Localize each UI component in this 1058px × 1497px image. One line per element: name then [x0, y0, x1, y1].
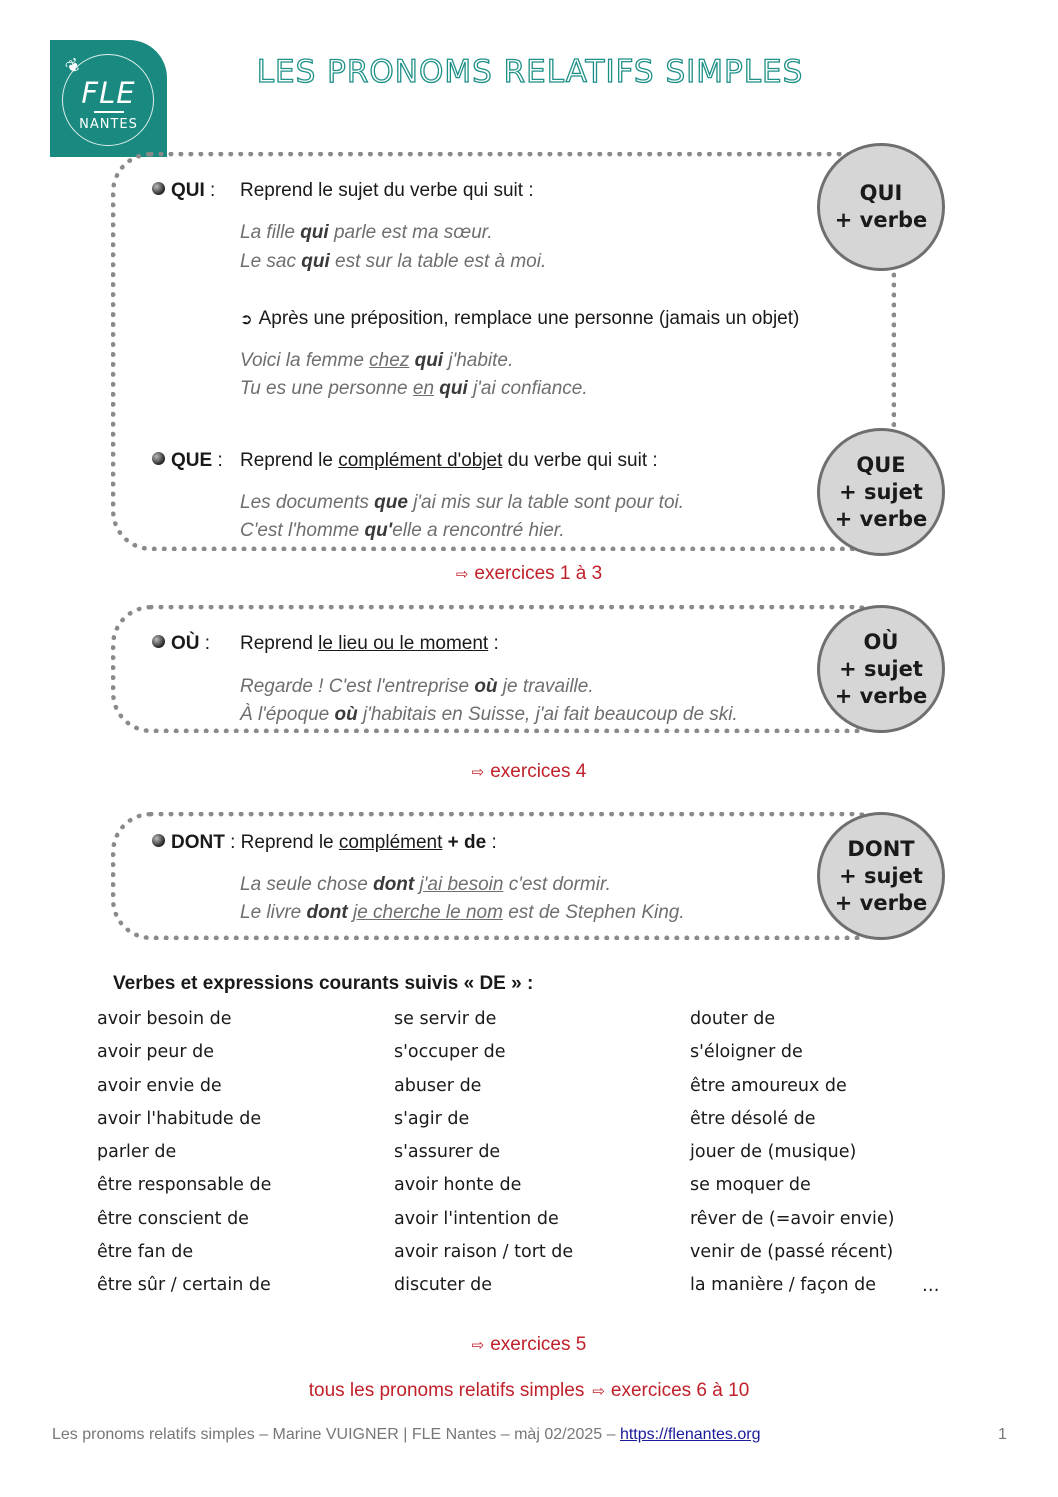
que-sep: :: [212, 450, 223, 471]
bullet-icon: [152, 834, 165, 847]
verbs-column-3: [690, 1009, 894, 1309]
ou-circle: [817, 605, 945, 733]
text: Reprend le: [240, 450, 339, 471]
website-link[interactable]: https://flenantes.org: [619, 1426, 761, 1443]
text: La fille: [240, 222, 301, 243]
que-description: [240, 450, 658, 472]
ou-example-2: [240, 701, 738, 729]
bullet-icon: [152, 635, 165, 648]
bullet-icon: [152, 452, 165, 465]
circle-line: QUE: [856, 452, 906, 477]
list-item: être sûr / certain de: [97, 1275, 271, 1296]
exercises-link-4[interactable]: [0, 1380, 1058, 1402]
pronoun: où: [334, 704, 358, 725]
preposition: en: [412, 378, 435, 399]
que-label: QUE: [171, 450, 213, 471]
pronoun: qui: [301, 251, 330, 272]
footer: [52, 1426, 760, 1444]
ou-example-1: [240, 673, 594, 701]
qui-note: [240, 308, 799, 330]
dont-heading: [152, 832, 497, 854]
circle-line: + verbe: [834, 890, 928, 915]
exercises-link-1[interactable]: [0, 563, 1058, 585]
text: je travaille.: [497, 676, 594, 697]
text: Reprend: [240, 633, 319, 654]
circle-line: OÙ: [863, 629, 899, 654]
pronoun: dont: [373, 874, 415, 895]
list-item: venir de (passé récent): [690, 1242, 894, 1263]
list-item: être responsable de: [97, 1175, 272, 1196]
arrow-right-icon: ⇨: [471, 1337, 485, 1354]
list-item: s'agir de: [394, 1108, 470, 1129]
text: Le sac: [240, 251, 302, 272]
ou-sep: :: [199, 633, 211, 654]
underlined-text: j'ai besoin: [419, 874, 504, 895]
list-item: avoir raison / tort de: [394, 1242, 574, 1263]
text: du verbe qui suit :: [502, 450, 658, 471]
text: parle est ma sœur.: [328, 222, 493, 243]
text: j'habite.: [443, 350, 514, 371]
exercises-link-3[interactable]: [0, 1334, 1058, 1356]
circle-line: + verbe: [834, 506, 928, 531]
list-item: avoir l'habitude de: [97, 1108, 262, 1129]
list-item: s'assurer de: [394, 1142, 501, 1163]
link-text: exercices 6 à 10: [610, 1380, 750, 1401]
bold-text: + de: [442, 832, 487, 853]
verbs-heading: Verbes et expressions courants suivis « DE » :: [113, 973, 534, 994]
link-text: exercices 5: [490, 1334, 587, 1355]
dont-label: DONT: [171, 832, 225, 853]
pronoun: qui: [439, 378, 468, 399]
qui-heading: [152, 180, 215, 202]
list-item: se servir de: [394, 1009, 497, 1029]
pronoun: que: [374, 492, 408, 513]
pronoun: qui: [300, 222, 329, 243]
circle-line: + verbe: [834, 208, 928, 232]
text: Les documents: [240, 492, 375, 513]
text: j'ai mis sur la table sont pour toi.: [407, 492, 685, 513]
list-item: avoir honte de: [394, 1175, 522, 1196]
page-number: 1: [998, 1426, 1007, 1443]
text: c'est dormir.: [503, 874, 611, 895]
list-item: douter de: [690, 1009, 776, 1029]
qui-sep: :: [204, 180, 216, 201]
pronoun: où: [474, 676, 498, 697]
dont-circle: [817, 812, 945, 940]
underlined-text: je cherche le nom: [352, 902, 503, 923]
leaf-icon: ❦: [61, 53, 86, 80]
text: :: [486, 832, 497, 853]
list-item: avoir besoin de: [97, 1009, 232, 1029]
que-example-2: [240, 517, 565, 545]
list-item: parler de: [97, 1142, 177, 1163]
text: C'est l'homme: [240, 520, 365, 541]
list-item: la manière / façon de: [690, 1275, 876, 1296]
underlined-text: complément: [338, 832, 443, 853]
exercises-link-2[interactable]: [0, 761, 1058, 783]
page-title: LES PRONOMS RELATIFS SIMPLES: [256, 54, 804, 90]
qui-example-4: [240, 375, 588, 403]
list-item: s'éloigner de: [690, 1042, 803, 1063]
text: Le livre: [240, 902, 307, 923]
list-item: abuser de: [394, 1075, 482, 1096]
circle-line: DONT: [847, 836, 915, 861]
list-item: être conscient de: [97, 1208, 249, 1229]
underlined-text: le lieu ou le moment: [318, 633, 489, 654]
text: Regarde ! C'est l'entreprise: [240, 676, 475, 697]
ou-description: [240, 633, 499, 655]
verbs-column-1: [97, 1009, 271, 1309]
underlined-text: complément d'objet: [338, 450, 503, 471]
logo-subtext: NANTES: [79, 117, 138, 132]
dont-example-2: [240, 899, 685, 927]
qui-example-1: [240, 219, 493, 247]
preposition: chez: [369, 350, 410, 371]
list-item: être amoureux de: [690, 1075, 847, 1096]
que-heading: [152, 450, 223, 472]
list-item: s'occuper de: [394, 1042, 506, 1063]
text: À l'époque: [240, 704, 335, 725]
dont-example-1: [240, 871, 611, 899]
arrow-right-icon: ➲: [240, 311, 253, 328]
circle-line: + sujet: [839, 479, 923, 504]
arrow-right-icon: ⇨: [592, 1383, 605, 1400]
list-item: avoir peur de: [97, 1042, 215, 1063]
list-item: discuter de: [394, 1275, 493, 1296]
list-item: rêver de (=avoir envie): [690, 1208, 895, 1229]
circle-line: QUI: [859, 181, 903, 205]
qui-label: QUI: [171, 180, 205, 201]
text: est sur la table est à moi.: [329, 251, 547, 272]
list-item: se moquer de: [690, 1175, 811, 1196]
list-item: être désolé de: [690, 1108, 816, 1129]
text: j'habitais en Suisse, j'ai fait beaucoup de ski.: [357, 704, 738, 725]
text: La seule chose: [240, 874, 374, 895]
text: elle a rencontré hier.: [392, 520, 565, 541]
qui-description: Reprend le sujet du verbe qui suit :: [240, 180, 534, 201]
circle-line: + sujet: [839, 863, 923, 888]
pronoun: dont: [306, 902, 348, 923]
ou-label: OÙ: [171, 633, 200, 654]
text: : Reprend le: [224, 832, 339, 853]
footer-text: Les pronoms relatifs simples – Marine VUIGNER | FLE Nantes – màj 02/2025 –: [52, 1426, 620, 1443]
fle-nantes-logo: [50, 40, 167, 157]
link-text: exercices 4: [490, 761, 587, 782]
bullet-icon: [152, 182, 165, 195]
qui-example-2: [240, 248, 546, 276]
circle-line: + sujet: [839, 656, 923, 681]
text: Voici la femme: [240, 350, 370, 371]
logo-text: FLE: [81, 76, 136, 110]
logo-divider: [94, 111, 124, 113]
list-item: avoir l'intention de: [394, 1208, 559, 1229]
ou-heading: [152, 633, 210, 655]
note-text: Après une préposition, remplace une personne (jamais un objet): [258, 308, 800, 329]
text: Tu es une personne: [240, 378, 413, 399]
que-circle: [817, 428, 945, 556]
text: :: [488, 633, 499, 654]
qui-example-3: [240, 347, 513, 375]
qui-circle: [817, 143, 945, 271]
pronoun: qui: [414, 350, 444, 371]
list-item: jouer de (musique): [690, 1142, 857, 1163]
list-item: être fan de: [97, 1242, 194, 1263]
link-text: tous les pronoms relatifs simples: [308, 1380, 585, 1401]
text: est de Stephen King.: [502, 902, 685, 923]
arrow-right-icon: ⇨: [455, 566, 469, 583]
circle-line: + verbe: [834, 683, 928, 708]
text: j'ai confiance.: [467, 378, 588, 399]
que-example-1: [240, 489, 684, 517]
link-text: exercices 1 à 3: [474, 563, 603, 584]
list-item: avoir envie de: [97, 1075, 222, 1096]
verbs-ellipsis: …: [922, 1276, 940, 1296]
arrow-right-icon: ⇨: [471, 764, 485, 781]
verbs-column-2: [394, 1009, 573, 1309]
pronoun: qu': [364, 520, 393, 541]
